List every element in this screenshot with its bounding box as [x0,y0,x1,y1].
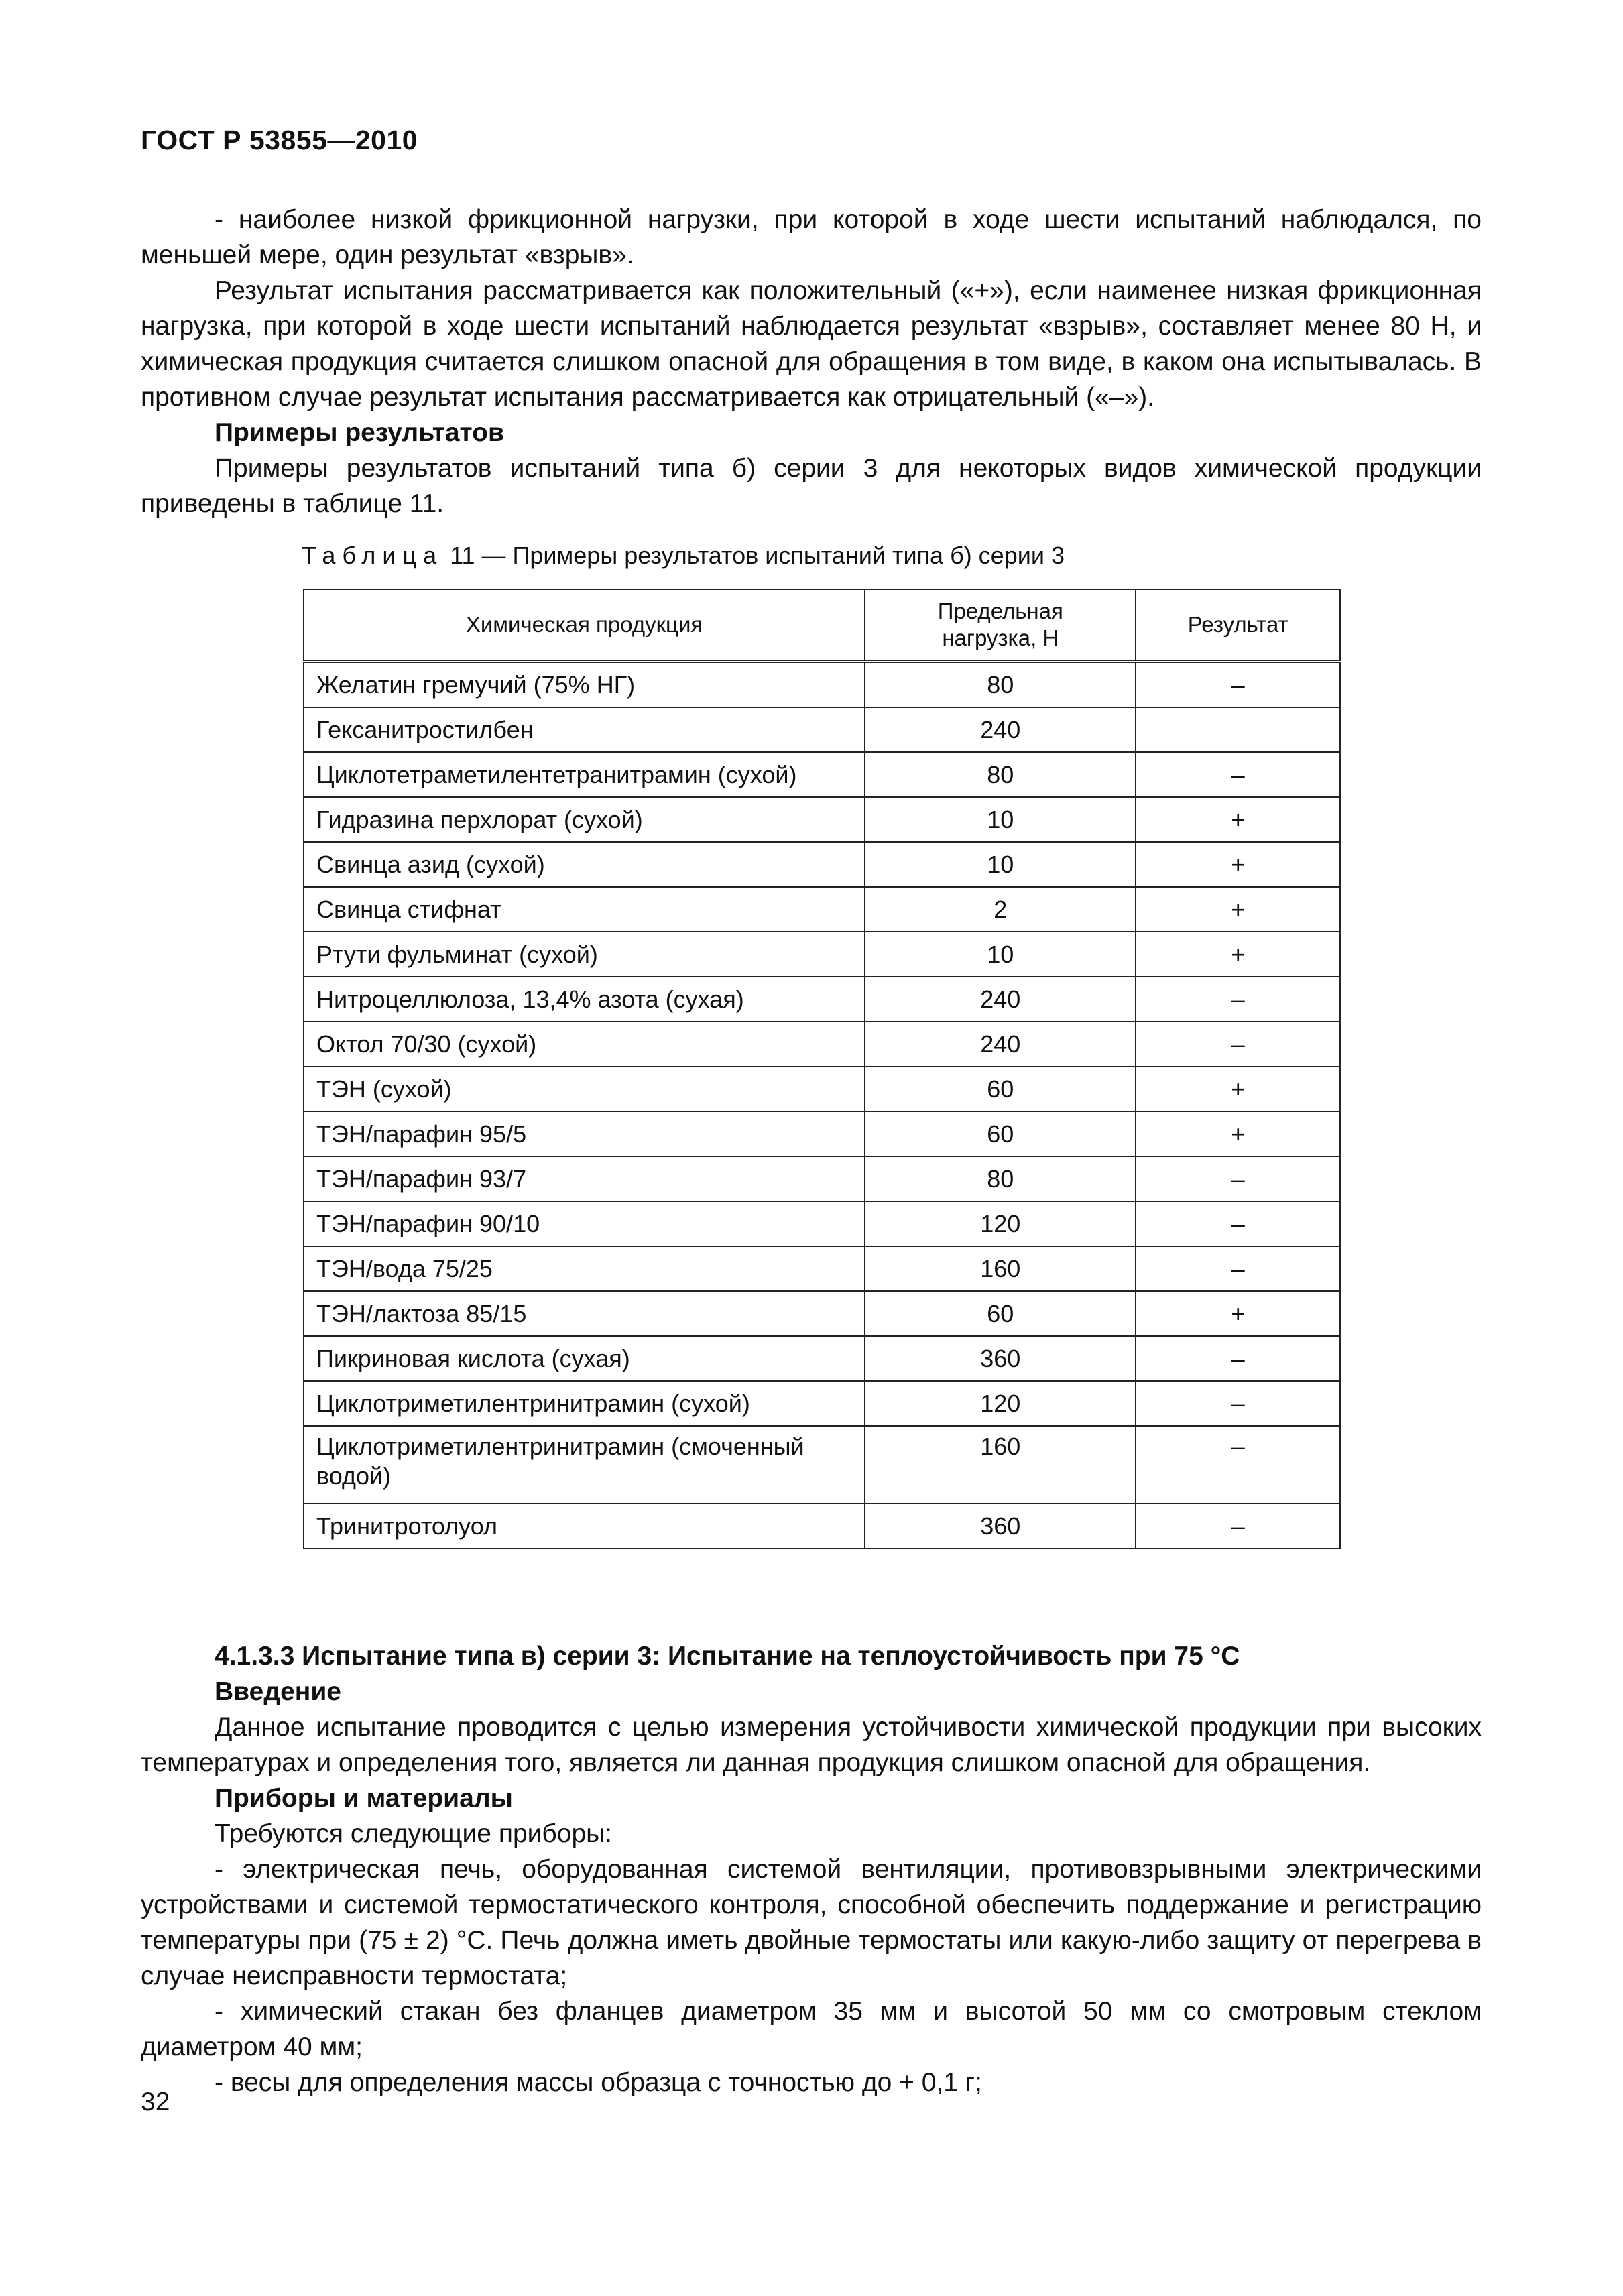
cell-result: – [1136,977,1340,1022]
table-header-row [304,589,1340,662]
cell-result: + [1136,1111,1340,1156]
cell-product: ТЭН (сухой) [304,1067,865,1111]
paragraph: Требуются следующие приборы: [215,1819,612,1848]
paragraph: Результат испытания рассматривается как положительный («+»), если наименее низкая фрикционная нагрузка, при которой в ходе шести испытаний наблюдается результат «взрыв», составляет менее 80 Н, и химическая продукция считается слишком опасной для обращения в том виде, в каком она испытывалась. В противном случае результат испытания рассматривается как отрицательный («–»). [141,276,1482,412]
cell-load: 360 [865,1504,1136,1549]
column-header-product: Химическая продукция [304,589,865,662]
cell-load: 160 [865,1246,1136,1291]
document-id: ГОСТ Р 53855—2010 [141,125,418,156]
cell-load: 80 [865,752,1136,797]
cell-product: ТЭН/парафин 93/7 [304,1156,865,1201]
cell-load: 60 [865,1067,1136,1111]
table-row [304,1504,1340,1549]
subheading: Введение [215,1677,341,1706]
table-row [304,977,1340,1022]
cell-load: 60 [865,1111,1136,1156]
table-row [304,1426,1340,1504]
intro-block [141,202,1482,522]
cell-load: 240 [865,1022,1136,1067]
section-heading: 4.1.3.3 Испытание типа в) серии 3: Испытание на теплоустойчивость при 75 °С [215,1642,1240,1671]
cell-load: 60 [865,1291,1136,1336]
cell-product: Желатин гремучий (75% НГ) [304,662,865,708]
cell-product: Нитроцеллюлоза, 13,4% азота (сухая) [304,977,865,1022]
cell-product: Ртути фульминат (сухой) [304,932,865,977]
cell-load: 10 [865,797,1136,842]
cell-product: ТЭН/вода 75/25 [304,1246,865,1291]
cell-load: 120 [865,1201,1136,1246]
cell-result: – [1136,1381,1340,1426]
list-item: - весы для определения массы образца с точностью до + 0,1 г; [215,2068,982,2097]
cell-load: 240 [865,977,1136,1022]
cell-product: Гидразина перхлорат (сухой) [304,797,865,842]
cell-product: Циклотриметилентринитрамин (сухой) [304,1381,865,1426]
column-header-load [865,589,1136,662]
cell-result: – [1136,1504,1340,1549]
table-row [304,1067,1340,1111]
cell-result: + [1136,887,1340,932]
cell-result: – [1136,1156,1340,1201]
cell-load: 80 [865,662,1136,708]
cell-load: 360 [865,1336,1136,1381]
table-row [304,1022,1340,1067]
table-row [304,1111,1340,1156]
table-row [304,887,1340,932]
table-row [304,932,1340,977]
subheading: Примеры результатов [215,418,504,447]
cell-result: – [1136,1201,1340,1246]
table-row [304,1336,1340,1381]
list-item: - химический стакан без фланцев диаметром 35 мм и высотой 50 мм со смотровым стеклом диаметром 40 мм; [141,1997,1482,2061]
paragraph: - наиболее низкой фрикционной нагрузки, при которой в ходе шести испытаний наблюдался, по меньшей мере, один результат «взрыв». [141,205,1482,269]
cell-product: Гексанитростилбен [304,707,865,752]
paragraph: Примеры результатов испытаний типа б) серии 3 для некоторых видов химической продукции приведены в таблице 11. [141,454,1482,518]
column-header-result: Результат [1136,589,1340,662]
cell-result: – [1136,752,1340,797]
table-caption-text: 11 — Примеры результатов испытаний типа б) серии 3 [443,542,1065,569]
cell-product: ТЭН/парафин 95/5 [304,1111,865,1156]
cell-load: 10 [865,932,1136,977]
cell-product: Циклотриметилентринитрамин (смоченный водой) [304,1426,865,1504]
cell-load: 2 [865,887,1136,932]
cell-result: – [1136,662,1340,708]
cell-product: Циклотетраметилентетранитрамин (сухой) [304,752,865,797]
table-caption-word: Таблица [302,542,444,569]
table-row [304,1201,1340,1246]
results-table [303,589,1341,1549]
table-caption [302,542,1065,570]
cell-product: ТЭН/парафин 90/10 [304,1201,865,1246]
section-block [141,1638,1482,2100]
cell-result: + [1136,1067,1340,1111]
cell-result [1136,707,1340,752]
table-row [304,662,1340,708]
cell-load: 240 [865,707,1136,752]
cell-result: + [1136,1291,1340,1336]
cell-load: 160 [865,1426,1136,1504]
cell-load: 120 [865,1381,1136,1426]
paragraph: Данное испытание проводится с целью измерения устойчивости химической продукции при высоких температурах и определения того, является ли данная продукция слишком опасной для обращения. [141,1713,1482,1777]
column-header-load-text: Предельная нагрузка, Н [937,599,1063,650]
table-row [304,707,1340,752]
cell-product: Тринитротолуол [304,1504,865,1549]
cell-result: + [1136,932,1340,977]
table-row [304,1156,1340,1201]
cell-result: + [1136,797,1340,842]
table-row [304,1381,1340,1426]
table-row [304,1246,1340,1291]
cell-product: ТЭН/лактоза 85/15 [304,1291,865,1336]
cell-product: Свинца стифнат [304,887,865,932]
cell-result: + [1136,842,1340,887]
cell-result: – [1136,1022,1340,1067]
table-row [304,842,1340,887]
cell-load: 10 [865,842,1136,887]
cell-load: 80 [865,1156,1136,1201]
cell-product: Свинца азид (сухой) [304,842,865,887]
table-row [304,1291,1340,1336]
cell-product: Пикриновая кислота (сухая) [304,1336,865,1381]
cell-result: – [1136,1246,1340,1291]
list-item: - электрическая печь, оборудованная системой вентиляции, противовзрывными электрическими устройствами и системой термостатического контроля, способной обеспечить поддержание и регистрацию температуры при (75 ± 2) °С. Печь должна иметь двойные термостаты или какую-либо защиту от перегрева в случае неисправности термостата; [141,1855,1482,1990]
table-body [304,662,1340,1549]
cell-result: – [1136,1426,1340,1504]
page-number: 32 [141,2088,170,2116]
table-row [304,752,1340,797]
subheading: Приборы и материалы [215,1784,513,1813]
table-row [304,797,1340,842]
cell-product: Октол 70/30 (сухой) [304,1022,865,1067]
cell-result: – [1136,1336,1340,1381]
